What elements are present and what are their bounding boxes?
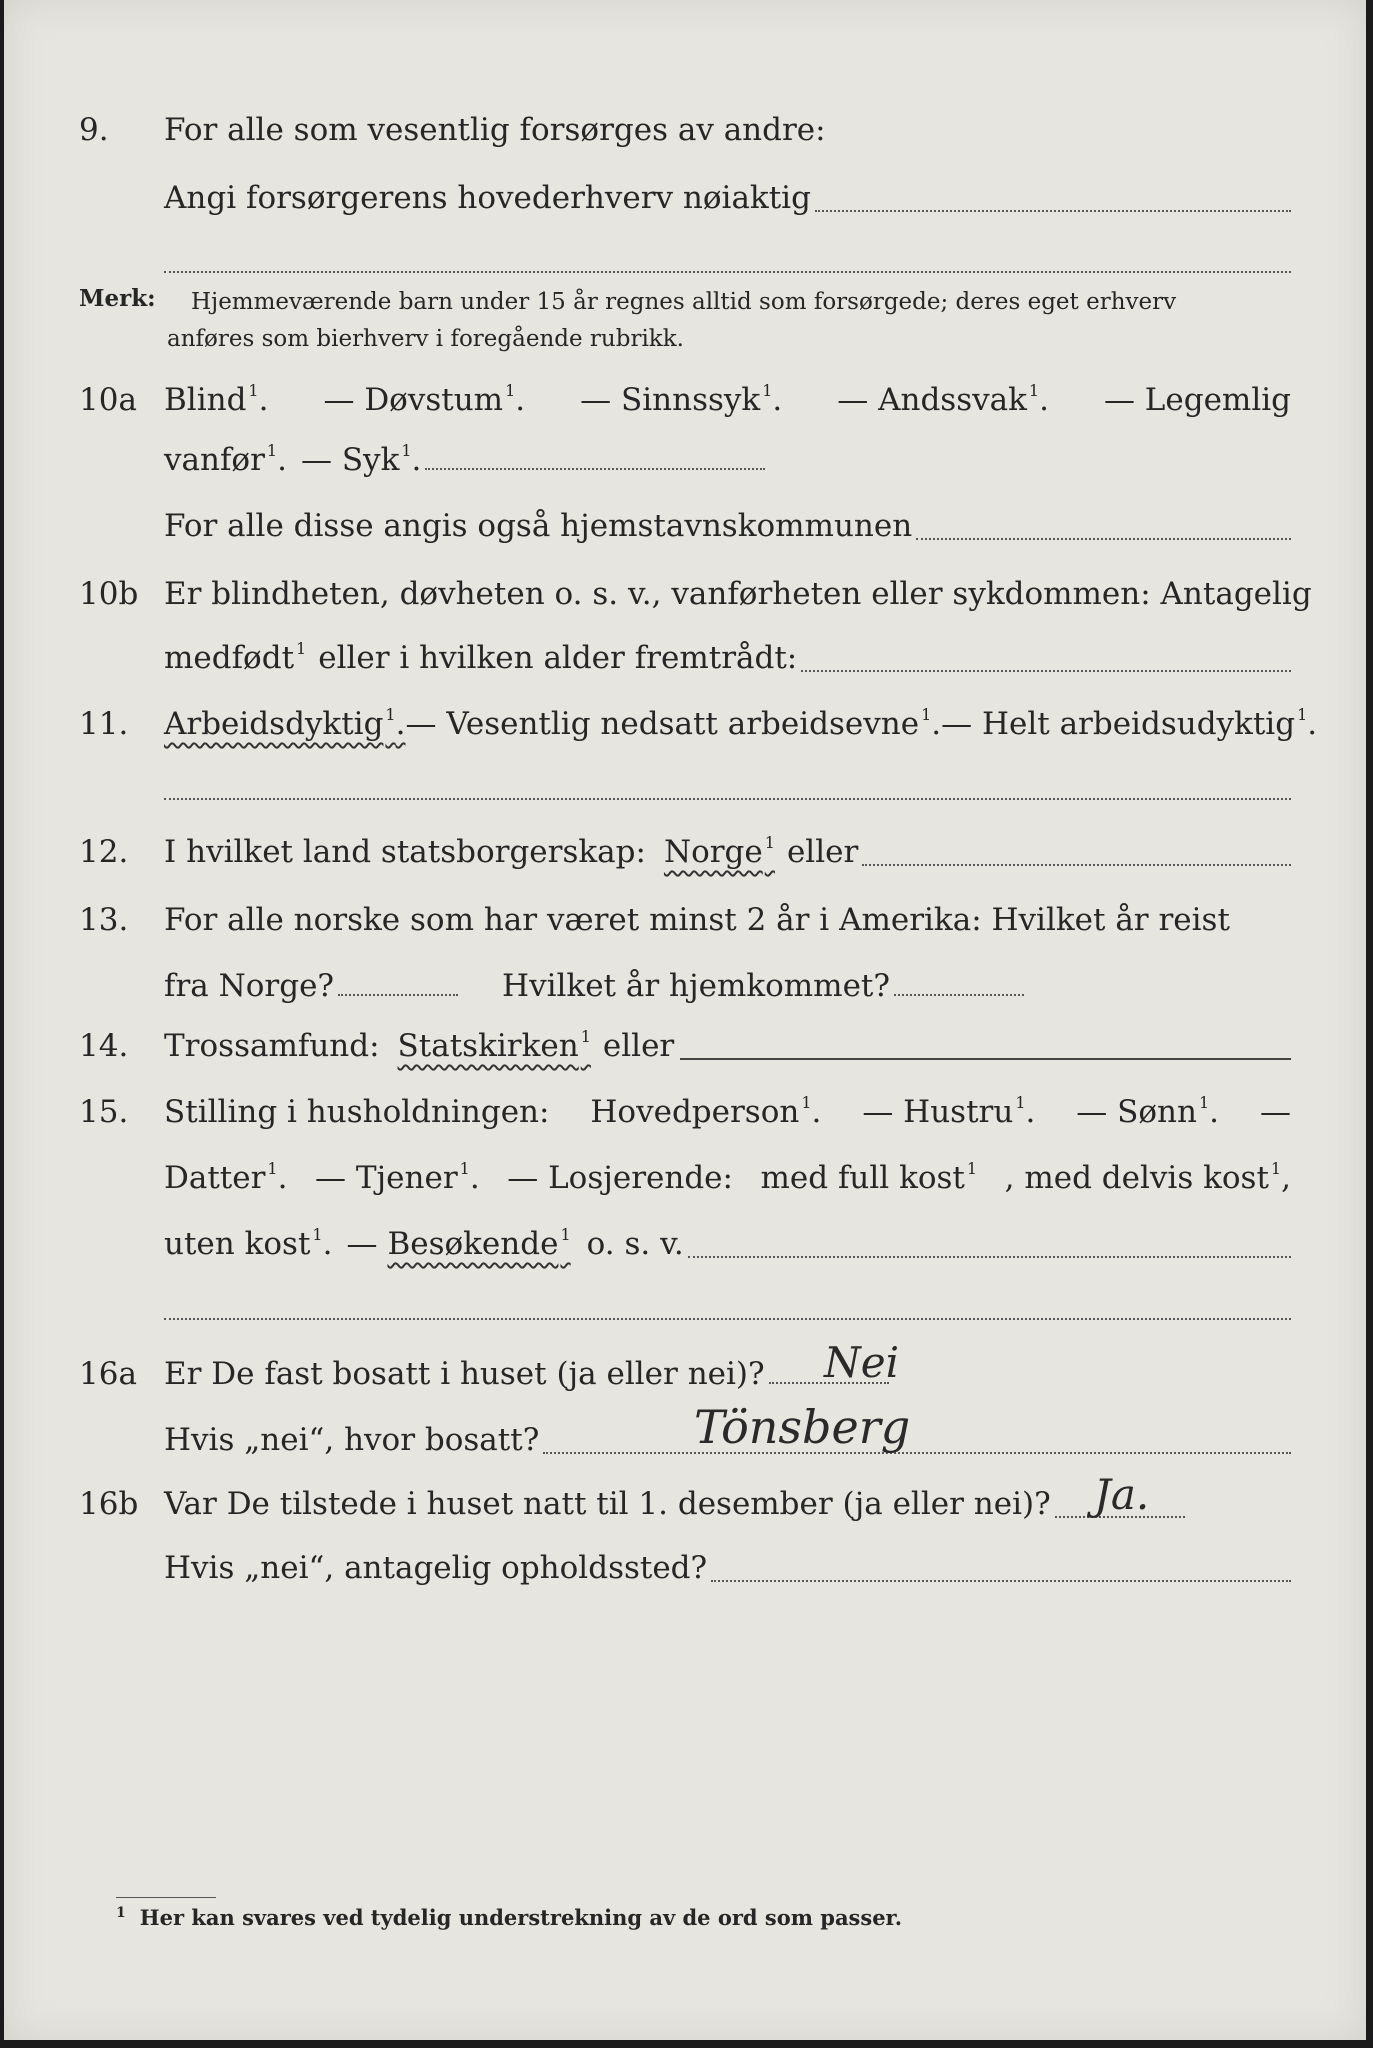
- option-losjerende: — Losjerende:: [507, 1160, 733, 1196]
- merk-text-line-1: Hjemmeværende barn under 15 år regnes alltid som forsørgede; deres eget erhverv: [191, 289, 1177, 315]
- separator: —: [1259, 1094, 1291, 1130]
- answer-line[interactable]: [425, 468, 765, 470]
- question-9-line-1: [4, 106, 1366, 154]
- question-number: 14.: [79, 1028, 129, 1064]
- option-full-kost[interactable]: med full kost $^1$: [760, 1159, 978, 1196]
- question-number: 10b: [79, 576, 139, 612]
- question-16a-line-1: [4, 1350, 1366, 1398]
- question-text: Er De fast bosatt i huset (ja eller nei)?: [164, 1356, 765, 1392]
- option-dovstum[interactable]: — Døvstum $^1$.: [323, 381, 526, 418]
- option-nedsatt-arbeidsevne[interactable]: — Vesentlig nedsatt arbeidsevne $^1$.: [405, 705, 942, 742]
- question-number: 10a: [79, 382, 137, 418]
- question-text: Hvilket år hjemkommet?: [502, 968, 891, 1004]
- question-text: eller i hvilken alder fremtrådt:: [318, 640, 798, 676]
- option-sonn[interactable]: — Sønn $^1$.: [1076, 1093, 1220, 1130]
- answer-line[interactable]: [815, 210, 1291, 212]
- census-form-page: [4, 0, 1366, 2040]
- question-16a-line-2: [4, 1416, 1366, 1464]
- question-16b-line-2: [4, 1544, 1366, 1592]
- answer-line[interactable]: [916, 538, 1291, 540]
- question-number: 12.: [79, 834, 129, 870]
- option-syk[interactable]: — Syk $^1$.: [300, 441, 422, 478]
- option-datter[interactable]: Datter $^1$.: [164, 1159, 288, 1196]
- footnote-text: Her kan svares ved tydelig understrekning av de ord som passer.: [139, 1905, 903, 1930]
- question-16b-line-1: [4, 1480, 1366, 1528]
- answer-line[interactable]: [164, 271, 1291, 273]
- option-statskirken[interactable]: Statskirken $^1$: [397, 1027, 591, 1064]
- question-text: For alle disse angis også hjemstavnskommunen: [164, 508, 913, 544]
- question-10a-line-3: [4, 502, 1366, 550]
- answer-line[interactable]: [801, 670, 1291, 672]
- question-text: Angi forsørgerens hovederhverv nøiaktig: [164, 180, 811, 216]
- separator: —: [346, 1226, 378, 1262]
- question-text: For alle som vesentlig forsørges av andre:: [164, 112, 826, 148]
- footnote: [116, 1905, 902, 1930]
- question-9-line-2: [4, 174, 1366, 222]
- question-text: eller: [786, 834, 859, 870]
- question-10a-line-2: [4, 436, 1366, 484]
- option-arbeidsudyktig[interactable]: — Helt arbeidsudyktig $^1$.: [941, 705, 1318, 742]
- option-besokende[interactable]: Besøkende $^1$: [387, 1225, 571, 1262]
- question-number: 15.: [79, 1094, 129, 1130]
- option-sinnssyk[interactable]: — Sinnssyk $^1$.: [580, 381, 783, 418]
- footnote-mark: 1: [116, 1905, 126, 1921]
- option-tjener[interactable]: — Tjener $^1$.: [315, 1159, 480, 1196]
- answer-line[interactable]: [894, 994, 1024, 996]
- question-13-line-1: [4, 896, 1366, 944]
- question-12-line-1: [4, 828, 1366, 876]
- answer-line[interactable]: [711, 1580, 1291, 1582]
- question-number: 16b: [79, 1486, 139, 1522]
- answer-line[interactable]: [164, 798, 1291, 800]
- option-blind[interactable]: Blind $^1$.: [164, 381, 269, 418]
- question-text: For alle norske som har været minst 2 år i Amerika: Hvilket år reist: [164, 902, 1230, 938]
- question-number: 13.: [79, 902, 129, 938]
- question-text: eller: [602, 1028, 675, 1064]
- question-10a-line-1: [4, 376, 1366, 424]
- question-text: Hvis „nei“, hvor bosatt?: [164, 1422, 540, 1458]
- option-vanfor[interactable]: vanfør $^1$.: [164, 441, 287, 478]
- question-number: 9.: [79, 112, 109, 148]
- question-number: 11.: [79, 706, 129, 742]
- answer-line[interactable]: [164, 1318, 1291, 1320]
- answer-line[interactable]: [543, 1452, 1291, 1454]
- option-norge[interactable]: Norge $^1$: [663, 833, 775, 870]
- question-10b-line-2: [4, 634, 1366, 682]
- option-delvis-kost[interactable]: , med delvis kost $^1$,: [1004, 1159, 1291, 1196]
- question-text: fra Norge?: [164, 968, 335, 1004]
- question-text: Stilling i husholdningen:: [164, 1094, 550, 1130]
- question-15-line-2: [4, 1154, 1366, 1202]
- option-uten-kost[interactable]: uten kost $^1$.: [164, 1225, 333, 1262]
- merk-text-line-2: anføres som bierhverv i foregående rubrikk.: [167, 326, 684, 352]
- question-13-line-2: [4, 962, 1366, 1010]
- handwritten-answer-tonsberg: Tönsberg: [694, 1400, 911, 1454]
- question-text: Er blindheten, døvheten o. s. v., vanførheten eller sykdommen: Antagelig: [164, 576, 1312, 612]
- footnote-rule: [116, 1897, 216, 1898]
- question-11-line-1: [4, 700, 1366, 748]
- question-14-line-1: [4, 1022, 1366, 1070]
- question-text: Var De tilstede i huset natt til 1. desember (ja eller nei)?: [164, 1486, 1051, 1522]
- question-15-line-3: [4, 1220, 1366, 1268]
- answer-line[interactable]: [680, 1058, 1291, 1060]
- option-andssvak[interactable]: — Andssvak $^1$.: [837, 381, 1049, 418]
- question-text: o. s. v.: [586, 1226, 684, 1262]
- option-medfodt[interactable]: medfødt $^1$: [164, 639, 307, 676]
- question-text: I hvilket land statsborgerskap:: [164, 834, 646, 870]
- merk-label: Merk:: [79, 285, 156, 312]
- question-text: Hvis „nei“, antagelig opholdssted?: [164, 1550, 708, 1586]
- question-number: 16a: [79, 1356, 137, 1392]
- answer-line[interactable]: [862, 864, 1291, 866]
- question-15-line-1: [4, 1088, 1366, 1136]
- option-hustru[interactable]: — Hustru $^1$.: [862, 1093, 1036, 1130]
- question-text: Trossamfund:: [164, 1028, 380, 1064]
- handwritten-answer-ja: Ja.: [1094, 1470, 1150, 1519]
- option-arbeidsdyktig[interactable]: Arbeidsdyktig $^1$.: [164, 705, 406, 742]
- answer-line[interactable]: [688, 1256, 1291, 1258]
- option-hovedperson[interactable]: Hovedperson $^1$.: [590, 1093, 822, 1130]
- option-legemlig[interactable]: — Legemlig: [1103, 382, 1291, 418]
- handwritten-answer-nei: Nei: [824, 1338, 900, 1387]
- question-10b-line-1: [4, 570, 1366, 618]
- answer-line[interactable]: [338, 994, 458, 996]
